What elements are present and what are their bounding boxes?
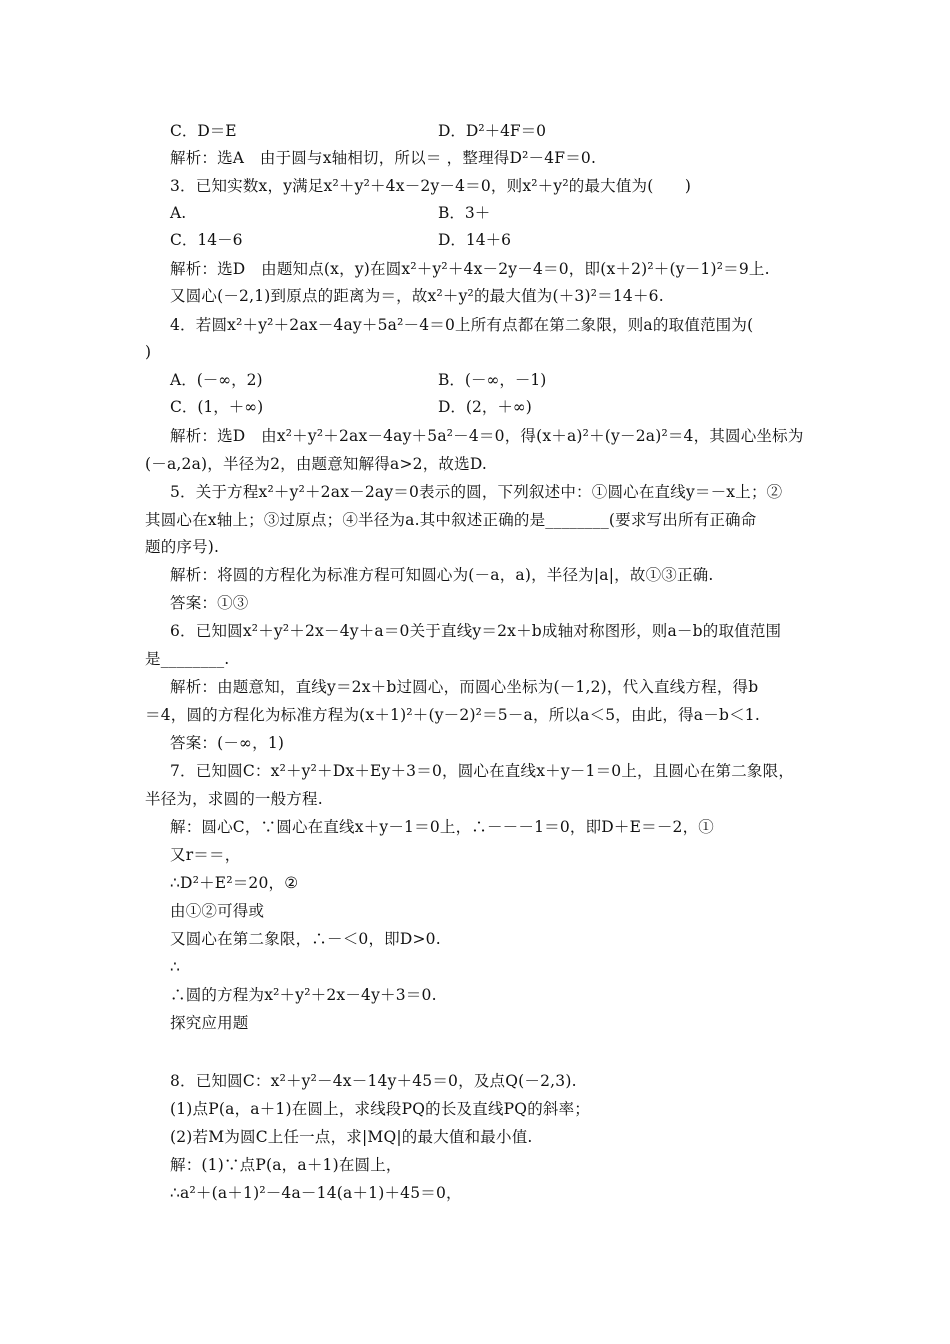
- text-line: ∴圆的方程为x²＋y²＋2x－4y＋3＝0.: [170, 986, 437, 1004]
- text-line: ＝4，圆的方程化为标准方程为(x＋1)²＋(y－2)²＝5－a，所以a＜5，由此，得a－b＜1.: [145, 706, 760, 724]
- text-line: 其圆心在x轴上；③过原点；④半径为a.其中叙述正确的是________(要求写出所有正确命: [145, 511, 757, 529]
- text-line: 又圆心(－2,1)到原点的距离为＝，故x²＋y²的最大值为(＋3)²＝14＋6.: [170, 287, 664, 305]
- text-line: 半径为，求圆的一般方程.: [145, 790, 323, 808]
- option-left: C．(1，＋∞): [170, 398, 264, 416]
- text-line: 又圆心在第二象限，∴－＜0，即D>0.: [170, 930, 441, 948]
- text-line: 答案：(－∞，1): [170, 734, 285, 752]
- text-line: 解析：选D 由x²＋y²＋2ax－4ay＋5a²－4＝0，得(x＋a)²＋(y－2a)²＝4，其圆心坐标为: [170, 427, 804, 445]
- text-line: ∴a²＋(a＋1)²－4a－14(a＋1)＋45＝0，: [170, 1184, 462, 1202]
- text-line: 8．已知圆C：x²＋y²－4x－14y＋45＝0，及点Q(－2,3).: [170, 1072, 577, 1090]
- text-line: 解析：将圆的方程化为标准方程可知圆心为(－a，a)，半径为|a|，故①③正确.: [170, 566, 714, 584]
- text-line: 由①②可得或: [170, 902, 265, 920]
- text-line: 题的序号).: [145, 538, 220, 556]
- text-line: (1)点P(a，a＋1)在圆上，求线段PQ的长及直线PQ的斜率；: [170, 1100, 590, 1118]
- option-right: D．(2，＋∞): [438, 398, 532, 416]
- option-left: A．(－∞，2): [170, 371, 263, 389]
- text-line: 是________.: [145, 650, 230, 668]
- text-line: 答案：①③: [170, 594, 249, 612]
- text-line: 探究应用题: [170, 1014, 249, 1032]
- text-line: ∴D²＋E²＝20，②: [170, 874, 299, 892]
- text-line: 又r＝＝，: [170, 846, 241, 864]
- text-line: (－a,2a)，半径为2，由题意知解得a>2，故选D.: [145, 455, 488, 473]
- text-line: 3．已知实数x，y满足x²＋y²＋4x－2y－4＝0，则x²＋y²的最大值为( ): [170, 177, 692, 195]
- option-right: D．D²＋4F＝0: [438, 122, 547, 140]
- text-line: 解析：由题意知，直线y＝2x＋b过圆心，而圆心坐标为(－1,2)，代入直线方程，得b: [170, 678, 759, 696]
- text-line: ): [145, 343, 152, 361]
- text-line: 解：圆心C，∵圆心在直线x＋y－1＝0上，∴－－－1＝0，即D＋E＝－2，①: [170, 818, 715, 836]
- text-line: 4．若圆x²＋y²＋2ax－4ay＋5a²－4＝0上所有点都在第二象限，则a的取值范围为(: [170, 316, 754, 334]
- text-line: 解析：选A 由于圆与x轴相切，所以＝ ，整理得D²－4F＝0.: [170, 149, 597, 167]
- option-left: C．D＝E: [170, 122, 237, 140]
- option-right: B．3＋: [438, 204, 491, 222]
- text-line: 解析：选D 由题知点(x，y)在圆x²＋y²＋4x－2y－4＝0，即(x＋2)²＋(y－1)²＝9上.: [170, 260, 770, 278]
- text-line: (2)若M为圆C上任一点，求|MQ|的最大值和最小值.: [170, 1128, 533, 1146]
- text-line: 6．已知圆x²＋y²＋2x－4y＋a＝0关于直线y＝2x＋b成轴对称图形，则a－b的取值范围: [170, 622, 782, 640]
- option-left: A.: [170, 204, 187, 222]
- option-right: D．14＋6: [438, 231, 512, 249]
- text-line: 解：(1)∵点P(a，a＋1)在圆上，: [170, 1156, 402, 1174]
- option-left: C．14－6: [170, 231, 243, 249]
- option-right: B．(－∞，－1): [438, 371, 547, 389]
- text-line: 7．已知圆C：x²＋y²＋Dx＋Ey＋3＝0，圆心在直线x＋y－1＝0上，且圆心在第二象限，: [170, 762, 795, 780]
- text-line: ∴: [170, 958, 181, 976]
- text-line: 5．关于方程x²＋y²＋2ax－2ay＝0表示的圆，下列叙述中：①圆心在直线y＝－x上；②: [170, 483, 783, 501]
